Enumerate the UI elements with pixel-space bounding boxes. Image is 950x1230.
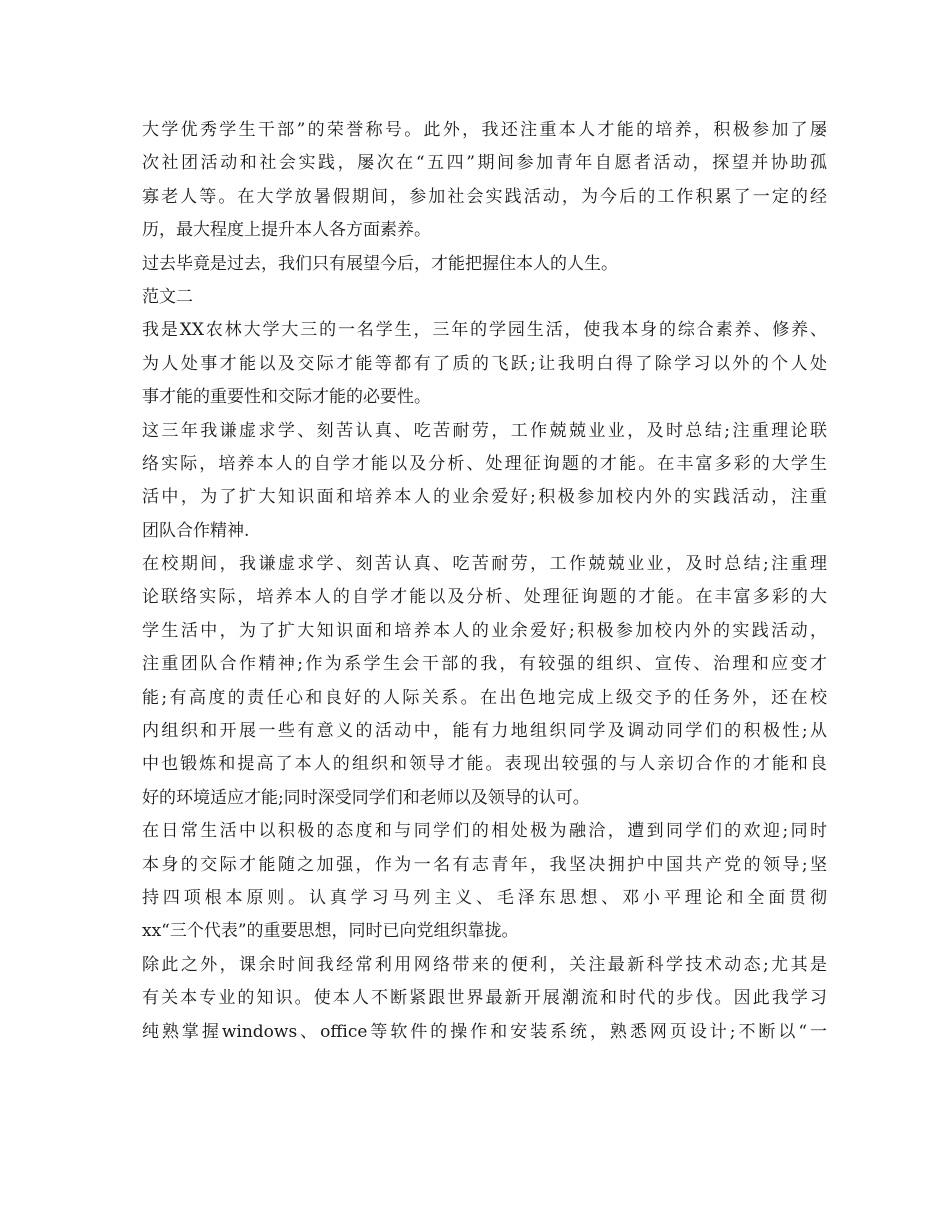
text-line: 络实际，培养本人的自学才能以及分析、处理征询题的才能。在丰富多彩的大学生 bbox=[142, 453, 827, 474]
text-line: 过去毕竟是过去，我们只有展望今后，才能把握住本人的人生。 bbox=[142, 253, 618, 274]
text-line: 好的环境适应才能;同时深受同学们和老师以及领导的认可。 bbox=[142, 787, 590, 808]
text-line: 有关本专业的知识。使本人不断紧跟世界最新开展潮流和时代的步伐。因此我学习 bbox=[142, 988, 827, 1009]
text-line: 我是XX农林大学大三的一名学生，三年的学园生活，使我本身的综合素养、修养、 bbox=[142, 320, 827, 341]
text-line: 团队合作精神. bbox=[142, 520, 250, 541]
text-line: 大学优秀学生干部”的荣誉称号。此外，我还注重本人才能的培养，积极参加了屡 bbox=[142, 120, 827, 140]
text-line: 中也锻炼和提高了本人的组织和领导才能。表现出较强的与人亲切合作的才能和良 bbox=[142, 754, 827, 775]
text-line: xx“三个代表”的重要思想，同时已向党组织靠拢。 bbox=[142, 921, 519, 942]
text-line: 历，最大程度上提升本人各方面素养。 bbox=[142, 220, 431, 241]
text-line: 次社团活动和社会实践，屡次在“五四”期间参加青年自愿者活动，探望并协助孤 bbox=[142, 153, 827, 174]
text-line: 持四项根本原则。认真学习马列主义、毛泽东思想、邓小平理论和全面贯彻 bbox=[142, 887, 827, 908]
text-line: 为人处事才能以及交际才能等都有了质的飞跃;让我明白得了除学习以外的个人处 bbox=[142, 353, 827, 374]
text-line: 内组织和开展一些有意义的活动中，能有力地组织同学及调动同学们的积极性;从 bbox=[142, 721, 827, 742]
text-line: 纯熟掌握windows、office等软件的操作和安装系统，熟悉网页设计;不断以“一 bbox=[142, 1021, 827, 1042]
text-line: 在日常生活中以积极的态度和与同学们的相处极为融洽，遭到同学们的欢迎;同时 bbox=[142, 821, 827, 842]
text-line: 事才能的重要性和交际才能的必要性。 bbox=[142, 387, 431, 408]
text-line: 活中，为了扩大知识面和培养本人的业余爱好;积极参加校内外的实践活动，注重 bbox=[142, 487, 827, 508]
text-line: 寡老人等。在大学放暑假期间，参加社会实践活动，为今后的工作积累了一定的经 bbox=[142, 186, 827, 207]
text-line: 这三年我谦虚求学、刻苦认真、吃苦耐劳，工作兢兢业业，及时总结;注重理论联 bbox=[142, 420, 827, 441]
text-line: 本身的交际才能随之加强，作为一名有志青年，我坚决拥护中国共产党的领导;坚 bbox=[142, 854, 827, 875]
text-line: 学生活中，为了扩大知识面和培养本人的业余爱好;积极参加校内外的实践活动， bbox=[142, 620, 827, 641]
document-body bbox=[142, 114, 827, 1049]
text-line: 在校期间，我谦虚求学、刻苦认真、吃苦耐劳，工作兢兢业业，及时总结;注重理 bbox=[142, 554, 827, 575]
text-line: 除此之外，课余时间我经常利用网络带来的便利，关注最新科学技术动态;尤其是 bbox=[142, 954, 827, 975]
text-line: 范文二 bbox=[142, 286, 193, 307]
text-line: 能;有高度的责任心和良好的人际关系。在出色地完成上级交予的任务外，还在校 bbox=[142, 687, 827, 708]
text-line: 注重团队合作精神;作为系学生会干部的我，有较强的组织、宣传、治理和应变才 bbox=[142, 654, 827, 675]
text-line: 论联络实际，培养本人的自学才能以及分析、处理征询题的才能。在丰富多彩的大 bbox=[142, 587, 827, 608]
